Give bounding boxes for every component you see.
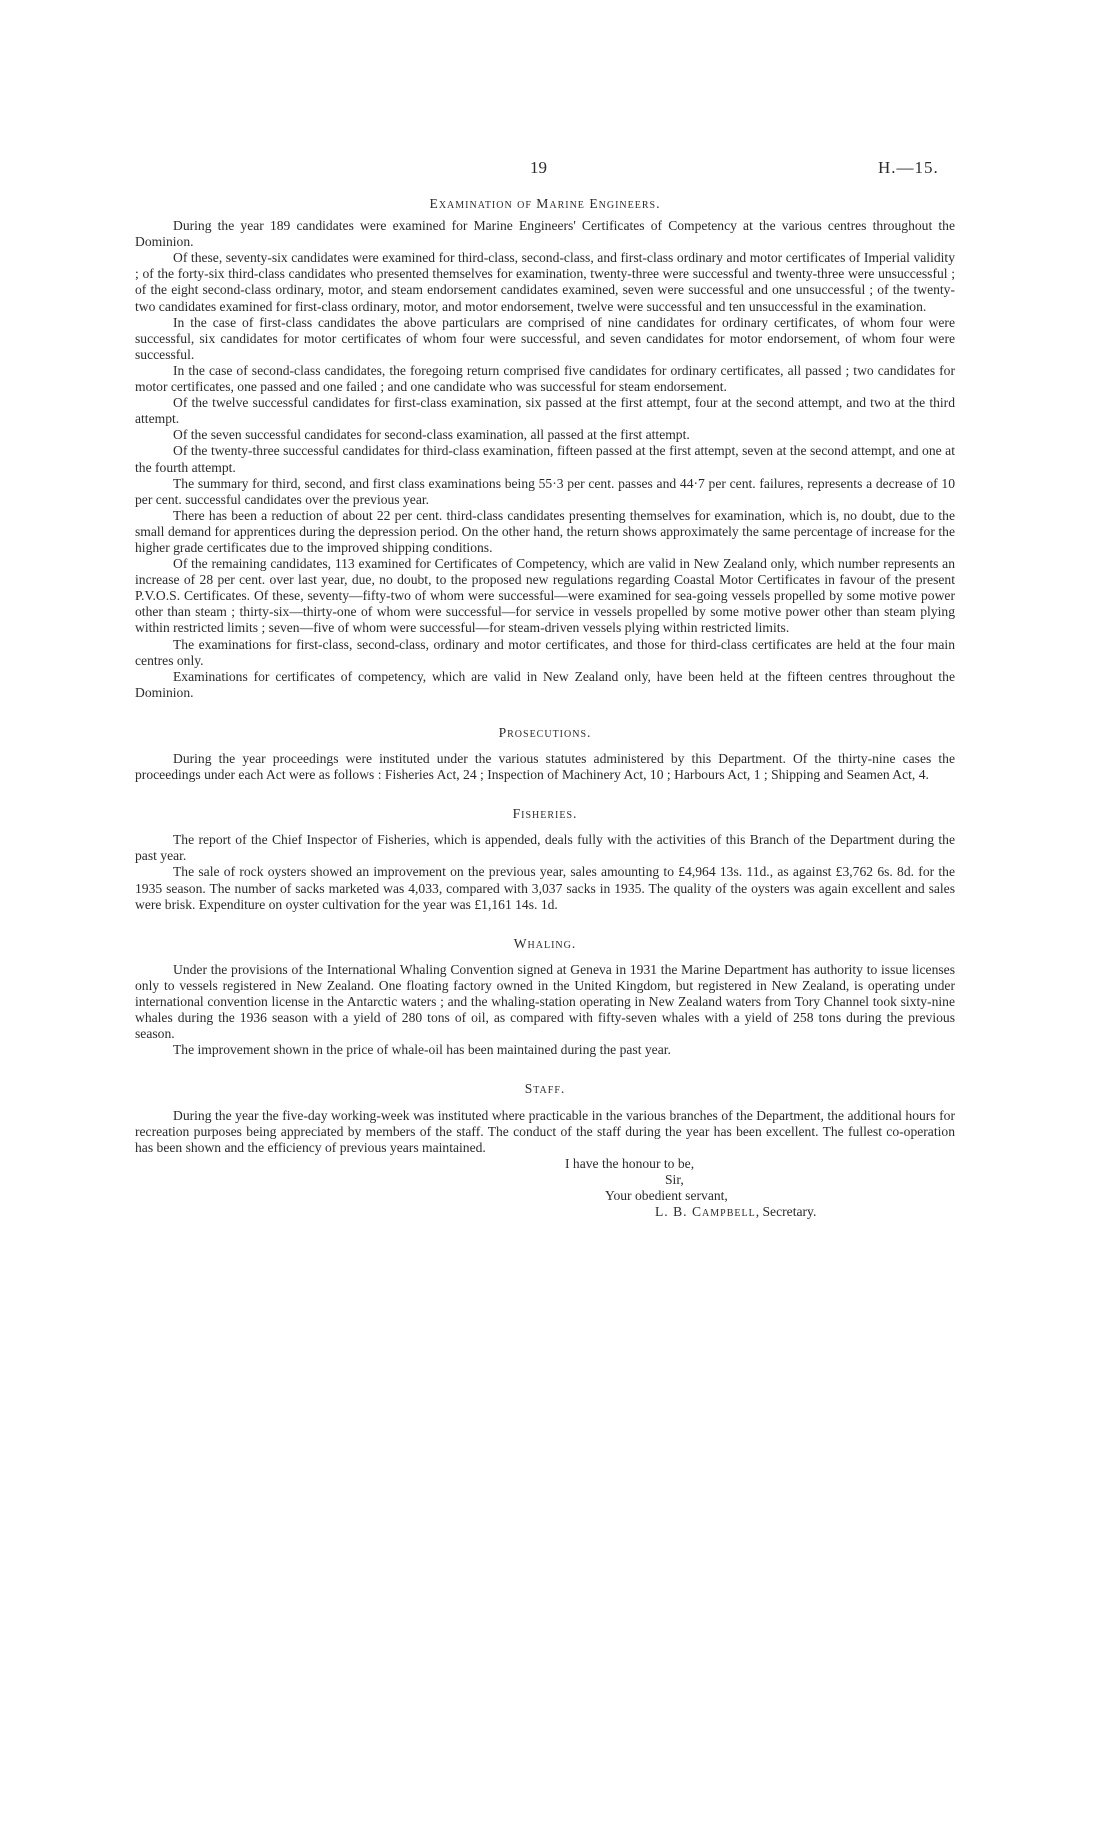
- signature-title: , Secretary.: [755, 1204, 817, 1220]
- paragraph: Examinations for certificates of competency, which are valid in New Zealand only, have been held at the fifteen centres throughout the Dominion.: [135, 668, 955, 700]
- section-title-whaling: Whaling.: [513, 935, 577, 951]
- page-number: 19: [530, 158, 547, 177]
- signature-name: L. B. Campbell: [655, 1204, 756, 1220]
- section-title-prosecutions: Prosecutions.: [498, 724, 592, 740]
- paragraph: During the year 189 candidates were examined for Marine Engineers' Certificates of Competency at the various centres throughout the Dominion.: [135, 218, 955, 250]
- paragraph: Under the provisions of the International Whaling Convention signed at Geneva in 1931 the Marine Department has authority to issue licenses only to vessels registered in New Zealand. One floating factory owned in the United Kingdom, but registered in New Zealand, is operating under international convention license in the Antarctic waters ; and the whaling-station operating in New Zealand waters from Tory Channel took sixty-nine whales during the 1936 season with a yield of 280 tons of oil, as compared with fifty-seven whales with a yield of 258 tons during the previous season.: [135, 961, 955, 1042]
- paragraph: Of the twenty-three successful candidates for third-class examination, fifteen passed at the first attempt, seven at the second attempt, and one at the fourth attempt.: [135, 443, 955, 475]
- paragraph: There has been a reduction of about 22 per cent. third-class candidates presenting themselves for examination, which is, no doubt, due to the small demand for apprentices during the depression period. On the other hand, the return shows approximately the same percentage of increase for the higher grade certificates due to the improved shipping conditions.: [135, 507, 955, 555]
- closing-servant: Your obedient servant,: [605, 1187, 728, 1203]
- paragraph: Of the seven successful candidates for second-class examination, all passed at the first attempt.: [173, 427, 690, 443]
- section-title-staff: Staff.: [524, 1081, 566, 1097]
- page-header: [0, 158, 1114, 182]
- document-reference: H.—15.: [878, 158, 939, 177]
- closing-salutation: Sir,: [665, 1171, 684, 1187]
- paragraph: The sale of rock oysters showed an improvement on the previous year, sales amounting to £4,964 13s. 11d., as against £3,762 6s. 8d. for the 1935 season. The number of sacks marketed was 4,033, compared with 3,037 sacks in 1935. The quality of the oysters was again excellent and sales were brisk. Expenditure on oyster cultivation for the year was £1,161 14s. 1d.: [135, 864, 955, 912]
- closing-line: I have the honour to be,: [565, 1155, 695, 1171]
- section-title-fisheries: Fisheries.: [512, 806, 578, 822]
- paragraph: The summary for third, second, and first class examinations being 55·3 per cent. passes and 44·7 per cent. failures, represents a decrease of 10 per cent. successful candidates over the previous year.: [135, 475, 955, 507]
- paragraph: Of these, seventy-six candidates were examined for third-class, second-class, and first-class ordinary and motor certificates of Imperial validity ; of the forty-six third-class candidates who presented themselves for examination, twenty-three were successful and twenty-three were unsuccessful ; of the eight second-class ordinary, motor, and steam endorsement candidates examined, seven were successful and one unsuccessful ; of the twenty-two candidates examined for first-class ordinary, motor, and motor endorsement, twelve were successful and ten unsuccessful in the examination.: [135, 250, 955, 314]
- section-title-marine-engineers: Examination of Marine Engineers.: [429, 196, 661, 211]
- paragraph: The report of the Chief Inspector of Fisheries, which is appended, deals fully with the activities of this Branch of the Department during the past year.: [135, 832, 955, 864]
- paragraph: The examinations for first-class, second-class, ordinary and motor certificates, and those for third-class certificates are held at the four main centres only.: [135, 636, 955, 668]
- paragraph: In the case of second-class candidates, the foregoing return comprised five candidates for ordinary certificates, all passed ; two candidates for motor certificates, one passed and one failed ; and one candidate who was successful for steam endorsement.: [135, 362, 955, 395]
- paragraph: During the year the five-day working-week was instituted where practicable in the various branches of the Department, the additional hours for recreation purposes being appreciated by members of the staff. The conduct of the staff during the year has been excellent. The fullest co-operation has been shown and the efficiency of previous years maintained.: [135, 1107, 955, 1155]
- paragraph: Of the twelve successful candidates for first-class examination, six passed at the first attempt, four at the second attempt, and two at the third attempt.: [135, 395, 955, 427]
- paragraph: The improvement shown in the price of whale-oil has been maintained during the past year.: [173, 1042, 671, 1058]
- page-content: [135, 196, 955, 1220]
- letter-closing: [135, 1156, 955, 1220]
- paragraph: Of the remaining candidates, 113 examined for Certificates of Competency, which are valid in New Zealand only, which number represents an increase of 28 per cent. over last year, due, no doubt, to the proposed new regulations regarding Coastal Motor Certificates in favour of the present P.V.O.S. Certificates. Of these, seventy—fifty-two of whom were successful—were examined for sea-going vessels propelled by some motive power other than steam ; thirty-six—thirty-one of whom were successful—for service in vessels propelled by some motive power other than steam plying within restricted limits ; seven—five of whom were successful—for steam-driven vessels plying within restricted limits.: [135, 556, 955, 636]
- paragraph: During the year proceedings were instituted under the various statutes administered by this Department. Of the thirty-nine cases the proceedings under each Act were as follows : Fisheries Act, 24 ; Inspection of Machinery Act, 10 ; Harbours Act, 1 ; Shipping and Seamen Act, 4.: [135, 751, 955, 783]
- signature: [135, 1204, 955, 1220]
- paragraph: In the case of first-class candidates the above particulars are comprised of nine candidates for ordinary certificates, of whom four were successful, six candidates for motor certificates of whom four were successful, and seven candidates for motor endorsement, of whom four were successful.: [135, 314, 955, 362]
